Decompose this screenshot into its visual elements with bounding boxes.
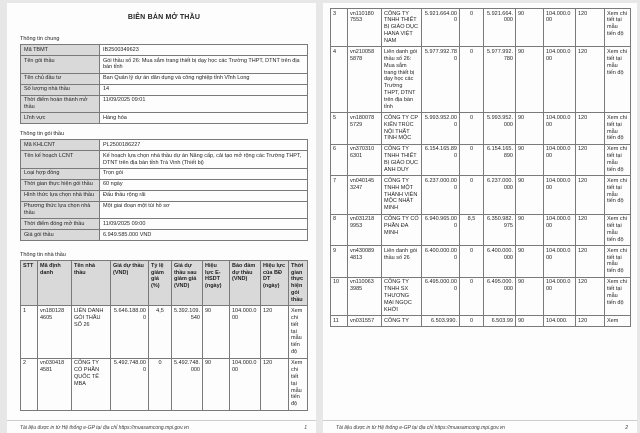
bidder-cell: 120 bbox=[576, 176, 605, 214]
field-value: Hàng hóa bbox=[100, 113, 308, 124]
bidder-cell: vn031557 bbox=[348, 316, 382, 327]
info-row bbox=[21, 201, 308, 219]
field-label: Lĩnh vực bbox=[21, 113, 100, 124]
bidder-cell: 5.993.952.000 bbox=[422, 113, 460, 145]
field-value: Trọn gói bbox=[100, 168, 308, 179]
bidder-cell: 120 bbox=[576, 113, 605, 145]
bidder-cell: Xem chi tiết tại mẫu tiến độ bbox=[605, 214, 631, 246]
bidders-column-header: Giá dự thầu sau giảm giá (VND) bbox=[172, 261, 203, 306]
bidder-cell: 0 bbox=[460, 9, 484, 47]
field-label: Tên chủ đầu tư bbox=[21, 73, 100, 84]
field-label: Phương thức lựa chọn nhà thầu bbox=[21, 201, 100, 219]
bidder-cell: 4 bbox=[331, 47, 348, 113]
bidder-row bbox=[331, 246, 631, 278]
bidder-cell: 90 bbox=[203, 358, 230, 410]
package-info-table bbox=[20, 139, 308, 241]
page-number: 2 bbox=[625, 425, 628, 431]
bidder-cell: 6 bbox=[331, 144, 348, 176]
bidder-cell: Xem chi tiết tại mẫu tiến độ bbox=[605, 113, 631, 145]
document-page-1 bbox=[7, 3, 316, 433]
field-value: 14 bbox=[100, 84, 308, 95]
bidder-cell: 120 bbox=[576, 144, 605, 176]
bidder-cell: 90 bbox=[516, 113, 544, 145]
bidder-cell: vn180078 5729 bbox=[348, 113, 382, 145]
bidder-cell: 10 bbox=[331, 277, 348, 315]
page-footer bbox=[336, 425, 628, 431]
bidder-cell: 120 bbox=[576, 316, 605, 327]
bidder-cell: 0 bbox=[460, 277, 484, 315]
bidder-cell: 6.503.990. bbox=[422, 316, 460, 327]
bidder-cell: 0 bbox=[460, 246, 484, 278]
bidder-cell: 90 bbox=[516, 47, 544, 113]
bidder-cell: 0 bbox=[460, 316, 484, 327]
bidder-cell: 104.000.000 bbox=[544, 176, 576, 214]
bidder-cell: 5.492.748.000 bbox=[172, 358, 203, 410]
bidder-cell: 5.646.188.000 bbox=[111, 306, 149, 358]
bidder-cell: CÔNG TY TNHH MỘT THÀNH VIÊN MỘC NHẬT MINH bbox=[382, 176, 422, 214]
bidder-cell: 0 bbox=[460, 144, 484, 176]
bidders-header-row bbox=[21, 261, 308, 306]
info-row bbox=[21, 230, 308, 241]
footer-divider bbox=[323, 420, 637, 421]
bidder-row bbox=[331, 176, 631, 214]
bidder-cell: CÔNG TY TNHH THIẾT BỊ GIÁO DỤC HANA VIỆT NAM bbox=[382, 9, 422, 47]
bidder-cell: 104.000.000 bbox=[230, 358, 261, 410]
bidder-cell: 11 bbox=[331, 316, 348, 327]
bidder-cell: 104.000.000 bbox=[544, 246, 576, 278]
bidder-cell: 4,5 bbox=[149, 306, 172, 358]
bidder-cell: 90 bbox=[516, 214, 544, 246]
bidders-column-header: Hiệu lực của BĐ DT (ngày) bbox=[261, 261, 289, 306]
field-label: Thời gian thực hiện gói thầu bbox=[21, 179, 100, 190]
bidder-cell: 6.400.000.000 bbox=[484, 246, 516, 278]
bidder-cell: 5.921.664.000 bbox=[484, 9, 516, 47]
bidder-cell: 5.993.952.000 bbox=[484, 113, 516, 145]
field-label: Loại hợp đồng bbox=[21, 168, 100, 179]
bidder-cell: Xem chi tiết tại mẫu tiến độ bbox=[605, 176, 631, 214]
bidder-cell: Xem chi tiết tại mẫu tiến độ bbox=[605, 9, 631, 47]
bidder-cell: Xem bbox=[605, 316, 631, 327]
field-value: Kế hoạch lựa chọn nhà thầu dự án Nâng cấp, cải tạo mở rộng các Trường THPT, DTNT trên địa bàn tỉnh Trà Vinh (Thiết bị) bbox=[100, 151, 308, 169]
info-row bbox=[21, 113, 308, 124]
bidder-cell: 120 bbox=[576, 277, 605, 315]
field-label: Mã TBMT bbox=[21, 45, 100, 56]
field-value: PL2500186227 bbox=[100, 140, 308, 151]
bidders-table-page2 bbox=[330, 8, 631, 327]
info-row bbox=[21, 84, 308, 95]
section-label-general-info: Thông tin chung bbox=[20, 36, 60, 42]
info-row bbox=[21, 219, 308, 230]
bidder-cell: vn030418 4581 bbox=[38, 358, 72, 410]
bidder-cell: vn031218 9953 bbox=[348, 214, 382, 246]
general-info-table bbox=[20, 44, 308, 124]
bidder-cell: Xem chi tiết tại mẫu tiến độ bbox=[605, 277, 631, 315]
field-value: 11/09/2025 09:01 bbox=[100, 95, 308, 113]
bidder-cell: CÔNG TY TNHH THIẾT BỊ GIÁO DỤC ANH DUY bbox=[382, 144, 422, 176]
field-label: Hình thức lựa chọn nhà thầu bbox=[21, 190, 100, 201]
section-label-bidders: Thông tin nhà thầu bbox=[20, 252, 66, 259]
bidder-cell: 0 bbox=[460, 176, 484, 214]
bidder-row bbox=[21, 358, 308, 410]
page-title: BIÊN BẢN MỞ THẦU bbox=[127, 14, 201, 21]
field-value: 11/09/2025 09:00 bbox=[100, 219, 308, 230]
bidder-cell: 0 bbox=[460, 113, 484, 145]
bidders-column-header: Giá dự thầu (VND) bbox=[111, 261, 149, 306]
bidder-cell: 90 bbox=[516, 176, 544, 214]
bidder-cell: vn370310 6301 bbox=[348, 144, 382, 176]
bidder-cell: 5.392.109.540 bbox=[172, 306, 203, 358]
bidder-cell: Xem chi tiết tại mẫu tiến độ bbox=[605, 144, 631, 176]
bidder-cell: 104.000.000 bbox=[544, 47, 576, 113]
bidder-row bbox=[331, 144, 631, 176]
bidder-cell: LIÊN DANH GÓI THẦU SỐ 26 bbox=[72, 306, 111, 358]
info-row bbox=[21, 140, 308, 151]
bidder-cell: vn110180 7553 bbox=[348, 9, 382, 47]
bidder-cell: Xem chi tiết tại mẫu tiến độ bbox=[605, 47, 631, 113]
bidder-row bbox=[331, 316, 631, 327]
bidder-row bbox=[21, 306, 308, 358]
bidder-cell: 6.154.165.890 bbox=[484, 144, 516, 176]
bidder-cell: vn210058 5878 bbox=[348, 47, 382, 113]
info-row bbox=[21, 73, 308, 84]
info-row bbox=[21, 56, 308, 74]
bidder-cell: 6.503.99 bbox=[484, 316, 516, 327]
field-value: Gói thầu số 26: Mua sắm trang thiết bị dạy học các Trường THPT, DTNT trên địa bàn tỉnh bbox=[100, 56, 308, 74]
bidder-cell: CÔNG TY CP KIẾN TRÚC NỘI THẤT TINH MỘC bbox=[382, 113, 422, 145]
bidder-cell: 104.000.000 bbox=[544, 144, 576, 176]
field-value: 6.949.585.000 VND bbox=[100, 230, 308, 241]
bidder-cell: 1 bbox=[21, 306, 38, 358]
bidder-cell: Xem chi tiết tại mẫu tiến độ bbox=[605, 246, 631, 278]
bidder-cell: 104.000.000 bbox=[544, 9, 576, 47]
bidder-cell: 120 bbox=[576, 246, 605, 278]
bidder-cell: Xem chi tiết tại mẫu tiến độ bbox=[289, 306, 308, 358]
bidder-cell: vn430089 4813 bbox=[348, 246, 382, 278]
info-row bbox=[21, 179, 308, 190]
bidder-cell: 104.000.000 bbox=[544, 113, 576, 145]
bidder-cell: 6.940.965.000 bbox=[422, 214, 460, 246]
bidder-cell: 120 bbox=[261, 358, 289, 410]
footer-source-text: Tài liệu được in từ Hệ thống e-GP tại địa chỉ https://muasamcong.mpi.gov.vn bbox=[20, 425, 189, 431]
field-label: Số lượng nhà thầu bbox=[21, 84, 100, 95]
bidder-cell: 5 bbox=[331, 113, 348, 145]
bidder-cell: 3 bbox=[331, 9, 348, 47]
bidder-cell: CÔNG TY bbox=[382, 316, 422, 327]
bidder-row bbox=[331, 277, 631, 315]
bidder-cell: 6.350.982.975 bbox=[484, 214, 516, 246]
bidder-cell: Xem chi tiết tại mẫu tiến độ bbox=[289, 358, 308, 410]
bidder-cell: 6.495.000.000 bbox=[484, 277, 516, 315]
bidders-column-header: Hiệu lực E-HSDT (ngày) bbox=[203, 261, 230, 306]
bidder-cell: 90 bbox=[516, 316, 544, 327]
field-label: Giá gói thầu bbox=[21, 230, 100, 241]
bidder-cell: 6.237.000.000 bbox=[484, 176, 516, 214]
info-row bbox=[21, 151, 308, 169]
bidders-column-header: Thời gian thực hiện gói thầu bbox=[289, 261, 308, 306]
bidders-column-header: Bảo đảm dự thầu (VND) bbox=[230, 261, 261, 306]
field-value: Đấu thầu rộng rãi bbox=[100, 190, 308, 201]
bidder-cell: 5.977.992.780 bbox=[422, 47, 460, 113]
bidder-cell: 6.237.000.000 bbox=[422, 176, 460, 214]
bidder-cell: 5.492.748.000 bbox=[111, 358, 149, 410]
bidder-cell: 104.000. bbox=[544, 316, 576, 327]
info-row bbox=[21, 190, 308, 201]
info-row bbox=[21, 168, 308, 179]
page-number: 1 bbox=[304, 425, 307, 431]
bidder-cell: 104.000.000 bbox=[230, 306, 261, 358]
field-value: 60 ngày bbox=[100, 179, 308, 190]
bidder-cell: Liên danh gói thầu số 26: Mua sắm trang thiết bị dạy học các Trường THPT, DTNT trên địa bàn tỉnh bbox=[382, 47, 422, 113]
bidder-row bbox=[331, 47, 631, 113]
bidders-table-page1 bbox=[20, 260, 308, 411]
field-label: Thời điểm đóng mở thầu bbox=[21, 219, 100, 230]
bidder-cell: 90 bbox=[516, 9, 544, 47]
bidder-cell: vn040145 3247 bbox=[348, 176, 382, 214]
bidder-cell: 6.400.000.000 bbox=[422, 246, 460, 278]
bidders-column-header: STT bbox=[21, 261, 38, 306]
bidder-cell: CÔNG TY TNHH SX THƯƠNG MẠI NGỌC KHỞI bbox=[382, 277, 422, 315]
bidder-cell: 2 bbox=[21, 358, 38, 410]
footer-source-text: Tài liệu được in từ Hệ thống e-GP tại địa chỉ https://muasamcong.mpi.gov.vn bbox=[336, 425, 505, 431]
bidder-cell: 120 bbox=[576, 9, 605, 47]
bidder-cell: 7 bbox=[331, 176, 348, 214]
bidder-cell: 104.000.000 bbox=[544, 277, 576, 315]
bidders-column-header: Mã định danh bbox=[38, 261, 72, 306]
info-row bbox=[21, 95, 308, 113]
page-footer bbox=[20, 425, 307, 431]
bidder-cell: 120 bbox=[576, 214, 605, 246]
field-label: Tên gói thầu bbox=[21, 56, 100, 74]
bidder-cell: 104.000.000 bbox=[544, 214, 576, 246]
bidder-cell: vn110063 3985 bbox=[348, 277, 382, 315]
footer-divider bbox=[7, 420, 316, 421]
field-label: Tên kế hoạch LCNT bbox=[21, 151, 100, 169]
bidder-row bbox=[331, 214, 631, 246]
bidder-cell: 6.154.165.890 bbox=[422, 144, 460, 176]
bidder-cell: 0 bbox=[460, 47, 484, 113]
bidders-column-header: Tên nhà thầu bbox=[72, 261, 111, 306]
bidder-cell: 5.921.664.000 bbox=[422, 9, 460, 47]
bidder-cell: Liên danh gói thầu số 26 bbox=[382, 246, 422, 278]
field-label: Thời điểm hoàn thành mở thầu bbox=[21, 95, 100, 113]
bidder-cell: 5.977.992.780 bbox=[484, 47, 516, 113]
field-value: Ban Quản lý dự án dân dụng và công nghiệp tỉnh Vĩnh Long bbox=[100, 73, 308, 84]
field-label: Mã KHLCNT bbox=[21, 140, 100, 151]
bidder-cell: CÔNG TY CỔ PHẦN QUỐC TẾ MBA bbox=[72, 358, 111, 410]
bidder-cell: 90 bbox=[516, 246, 544, 278]
bidder-cell: vn180128 4605 bbox=[38, 306, 72, 358]
section-label-package-info: Thông tin gói thầu bbox=[20, 131, 65, 138]
field-value: Một giai đoạn một túi hồ sơ bbox=[100, 201, 308, 219]
bidder-cell: 6.495.000.000 bbox=[422, 277, 460, 315]
bidder-cell: 8,5 bbox=[460, 214, 484, 246]
bidder-row bbox=[331, 9, 631, 47]
field-value: IB2500349623 bbox=[100, 45, 308, 56]
bidders-column-header: Tỷ lệ giảm giá (%) bbox=[149, 261, 172, 306]
bidder-cell: 120 bbox=[261, 306, 289, 358]
bidder-cell: 0 bbox=[149, 358, 172, 410]
bidder-cell: 90 bbox=[516, 277, 544, 315]
bidder-row bbox=[331, 113, 631, 145]
bidder-cell: 90 bbox=[203, 306, 230, 358]
bidder-cell: 8 bbox=[331, 214, 348, 246]
bidder-cell: 120 bbox=[576, 47, 605, 113]
document-page-2 bbox=[323, 3, 637, 433]
bidder-cell: 9 bbox=[331, 246, 348, 278]
bidder-cell: CÔNG TY CỔ PHẦN ĐA MINH bbox=[382, 214, 422, 246]
bidder-cell: 90 bbox=[516, 144, 544, 176]
info-row bbox=[21, 45, 308, 56]
